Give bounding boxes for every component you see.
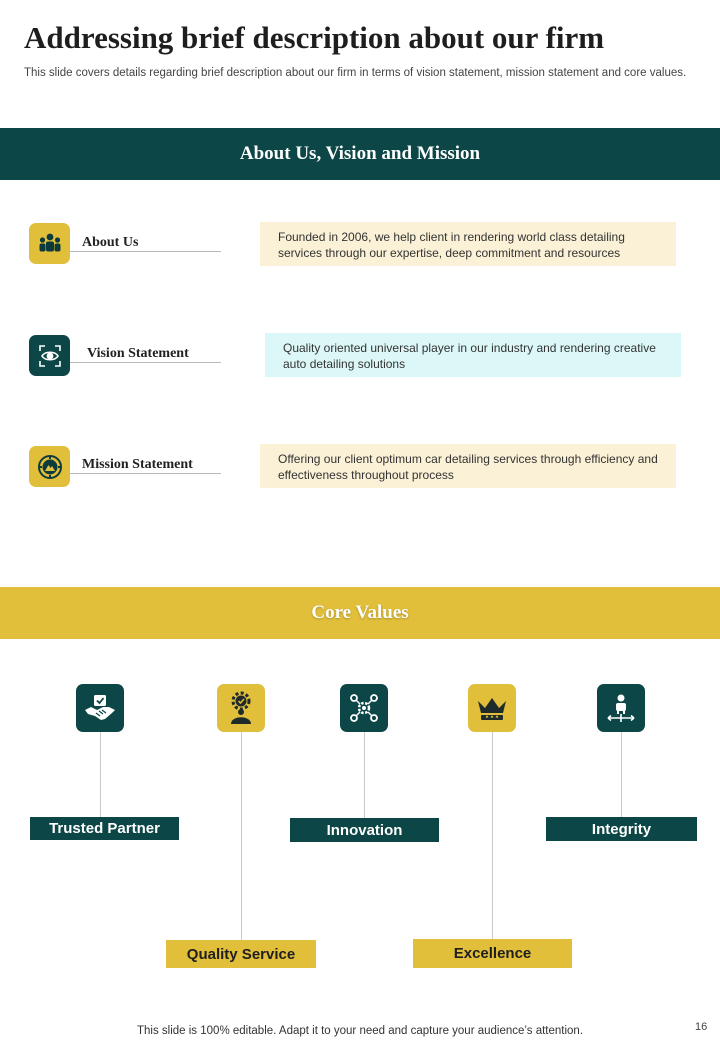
handshake-icon <box>76 684 124 732</box>
crown-icon <box>468 684 516 732</box>
vision-divider <box>70 362 221 363</box>
team-icon <box>29 223 70 264</box>
gear-person-icon <box>217 684 265 732</box>
vision-description: Quality oriented universal player in our industry and rendering creative auto detailing solutions <box>265 333 681 377</box>
excellence-connector <box>492 732 493 939</box>
page-subtitle: This slide covers details regarding brief description about our firm in terms of vision statement, mission statement and core values. <box>24 67 687 79</box>
mission-statement-label: Mission Statement <box>82 457 193 472</box>
quality-service-label: Quality Service <box>166 940 316 968</box>
mission-description: Offering our client optimum car detailing services through efficiency and effectiveness throughout process <box>260 444 676 488</box>
eye-vision-icon <box>29 335 70 376</box>
innovation-gears-icon <box>340 684 388 732</box>
trusted-partner-label: Trusted Partner <box>30 817 179 840</box>
excellence-label: Excellence <box>413 939 572 968</box>
about-us-description: Founded in 2006, we help client in rendering world class detailing services through our expertise, deep commitment and resources <box>260 222 676 266</box>
about-us-label: About Us <box>82 235 139 250</box>
footer-note: This slide is 100% editable. Adapt it to your need and capture your audience’s attention. <box>136 1025 584 1037</box>
quality-service-connector <box>241 732 242 940</box>
integrity-label: Integrity <box>546 817 697 841</box>
person-arrows-icon <box>597 684 645 732</box>
page-title: Addressing brief description about our firm <box>24 20 605 55</box>
core-values-heading: Core Values <box>311 602 409 623</box>
innovation-connector <box>364 732 365 818</box>
page-number: 16 <box>695 1021 708 1033</box>
about-section-header <box>0 128 720 180</box>
integrity-connector <box>621 732 622 817</box>
core-values-header <box>0 587 720 639</box>
about-section-heading: About Us, Vision and Mission <box>239 143 481 164</box>
mission-divider <box>70 473 221 474</box>
about-us-divider <box>70 251 221 252</box>
trusted-partner-connector <box>100 732 101 817</box>
vision-statement-label: Vision Statement <box>87 346 189 361</box>
mission-compass-icon <box>29 446 70 487</box>
innovation-label: Innovation <box>290 818 439 842</box>
